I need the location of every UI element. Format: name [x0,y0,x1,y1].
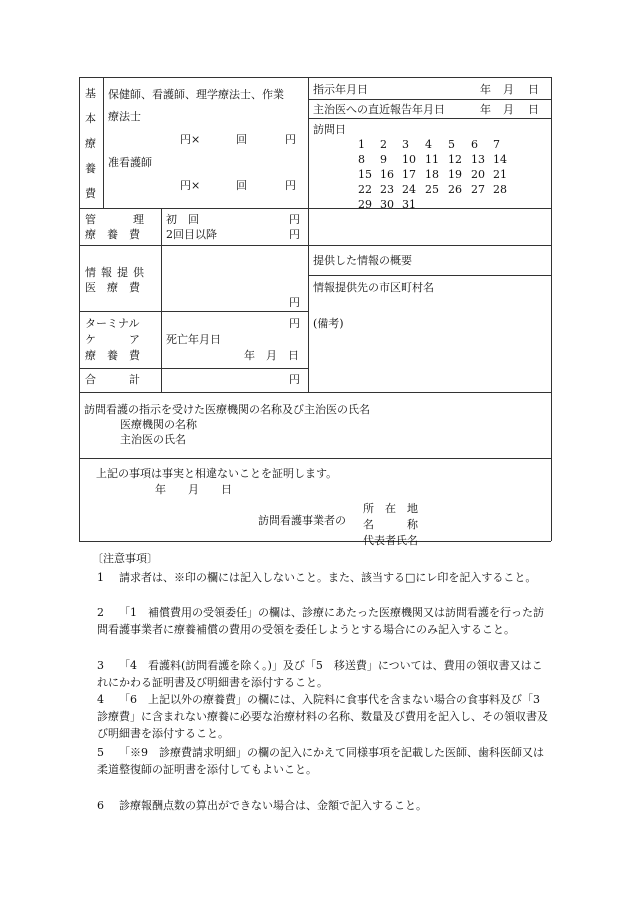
visit-day: 6 [471,138,478,151]
visit-day: 8 [358,153,365,166]
note-item [97,657,552,691]
basic-yen-times: 円× [180,133,201,146]
visit-day: 22 [358,183,372,196]
assistant-times: 回 [236,179,247,192]
row-line [79,245,551,246]
year-unit: 年 [480,103,491,116]
terminal-label-2: ケ ア [85,333,140,346]
label-column-divider [161,208,162,392]
basic-label-char: 費 [85,187,96,200]
visit-day: 30 [380,198,394,211]
visit-day: 19 [448,168,462,181]
note-number: 4 [97,693,104,706]
visit-day: 18 [425,168,439,181]
terminal-label-1: ターミナル [85,317,140,330]
note-item [97,797,552,814]
death-date-units: 年 月 日 [244,349,299,362]
row-line [79,392,551,393]
year-unit: 年 [480,83,491,96]
note-number: 3 [97,659,104,672]
basic-label-char: 療 [85,137,96,150]
remarks-label: (備考) [313,317,344,330]
visit-day: 12 [448,153,462,166]
assistant-yen-times: 円× [180,179,201,192]
basic-staff-line-1: 保健師、看護師、理学療法士、作業 [108,88,284,101]
instruction-date-label: 指示年月日 [313,83,368,96]
assistant-nurse-label: 准看護師 [108,156,152,169]
visit-day: 25 [425,183,439,196]
month-unit: 月 [503,103,514,116]
provider-representative-label: 代表者氏名 [363,534,418,547]
visit-day: 24 [402,183,416,196]
note-item [97,604,552,638]
note-text: 「1 補償費用の受領委任」の欄は、診療にあたった医療機関又は訪問看護を行った訪問看護事業者に療養補償の費用の受領を委任しようとする場合にのみ記入すること。 [97,606,544,636]
certification-statement: 上記の事項は事実と相違ないことを証明します。 [96,467,338,480]
note-text: 「4 看護料(訪問看護を除く。)」及び「5 移送費」については、費用の領収書又はこれにかわる証明書及び明細書を添付すること。 [97,659,543,689]
management-first-yen: 円 [289,213,300,226]
visit-day: 29 [358,198,372,211]
visit-day: 17 [402,168,416,181]
visit-day: 7 [493,138,500,151]
total-yen: 円 [289,373,300,386]
note-number: 1 [97,571,104,584]
management-later-yen: 円 [289,228,300,241]
visit-day: 31 [402,198,416,211]
visit-day: 21 [493,168,507,181]
day-unit: 日 [528,103,539,116]
note-text: 請求者は、※印の欄には記入しないこと。また、該当する□にレ印を記入すること。 [119,571,537,584]
visit-days-label: 訪問日 [313,123,346,136]
note-number: 2 [97,606,104,619]
visit-day: 15 [358,168,372,181]
note-item [97,569,552,586]
institution-name-label: 医療機関の名称 [120,418,197,431]
note-text: 「6 上記以外の療養費」の欄には、入院料に食事代を含まない場合の食事料及び「3 診療費」に含まれない療養に必要な治療材料の名称、数量及び費用を記入し、その領収書及び明細書を添付すること。 [97,693,551,740]
info-label-2: 医 療 費 [85,281,140,294]
note-item [97,744,552,778]
provider-label: 訪問看護事業者の [258,514,346,527]
row-line [79,458,551,459]
row-line [308,99,551,100]
management-first-visit: 初 回 [166,213,199,226]
row-line [79,368,308,369]
table-border-top [79,77,551,78]
basic-label-char: 養 [85,162,96,175]
note-number: 6 [97,799,104,812]
visit-day: 14 [493,153,507,166]
provider-name-label: 名 称 [363,518,418,531]
visit-day: 23 [380,183,394,196]
row-line [308,118,551,119]
visit-day: 20 [471,168,485,181]
info-label-1: 情報提供 [85,266,149,279]
provider-address-label: 所 在 地 [363,502,418,515]
terminal-yen: 円 [289,317,300,330]
basic-yen: 円 [285,133,296,146]
row-line [79,208,551,209]
visit-day: 28 [493,183,507,196]
table-border-right [551,77,552,541]
death-date-label: 死亡年月日 [166,333,221,346]
visit-day: 4 [425,138,432,151]
institution-heading: 訪問看護の指示を受けた医療機関の名称及び主治医の氏名 [84,403,370,416]
info-yen: 円 [289,296,300,309]
note-text: 診療報酬点数の算出ができない場合は、金額で記入すること。 [119,799,427,812]
visit-day: 26 [448,183,462,196]
info-summary-label: 提供した情報の概要 [313,254,412,267]
month-unit: 月 [503,83,514,96]
total-label: 合 計 [85,373,140,386]
visit-day: 27 [471,183,485,196]
visit-day: 1 [358,138,365,151]
certification-date: 年 月 日 [155,483,232,496]
management-label-2: 療 養 費 [85,228,140,241]
visit-day: 13 [471,153,485,166]
basic-times: 回 [236,133,247,146]
management-label-1: 管 理 [85,213,145,226]
table-border-bottom [79,541,551,542]
report-date-label: 主治医への直近報告年月日 [313,103,445,116]
info-city-label: 情報提供先の市区町村名 [313,281,434,294]
basic-staff-line-2: 療法士 [108,110,141,123]
row-line [308,275,551,276]
row-line [79,311,308,312]
visit-day: 11 [425,153,439,166]
visit-day: 5 [448,138,455,151]
visit-day: 9 [380,153,387,166]
assistant-yen: 円 [285,179,296,192]
note-item [97,691,552,742]
doctor-name-label: 主治医の氏名 [120,433,186,446]
terminal-label-3: 療 養 費 [85,349,140,362]
visit-day: 3 [402,138,409,151]
basic-label-char: 本 [85,112,96,125]
visit-day: 16 [380,168,394,181]
management-later-visit: 2回目以降 [166,228,217,241]
note-text: 「※9 診療費請求明細」の欄の記入にかえて同様事項を記載した医師、歯科医師又は柔道整復師の証明書を添付してもよいこと。 [97,746,544,776]
notes-heading: 〔注意事項〕 [92,552,158,565]
note-number: 5 [97,746,104,759]
basic-label-char: 基 [85,87,96,100]
table-border-left [79,77,80,541]
center-divider [308,77,309,392]
visit-day: 10 [402,153,416,166]
visit-day: 2 [380,138,387,151]
basic-label-divider [103,77,104,208]
day-unit: 日 [528,83,539,96]
